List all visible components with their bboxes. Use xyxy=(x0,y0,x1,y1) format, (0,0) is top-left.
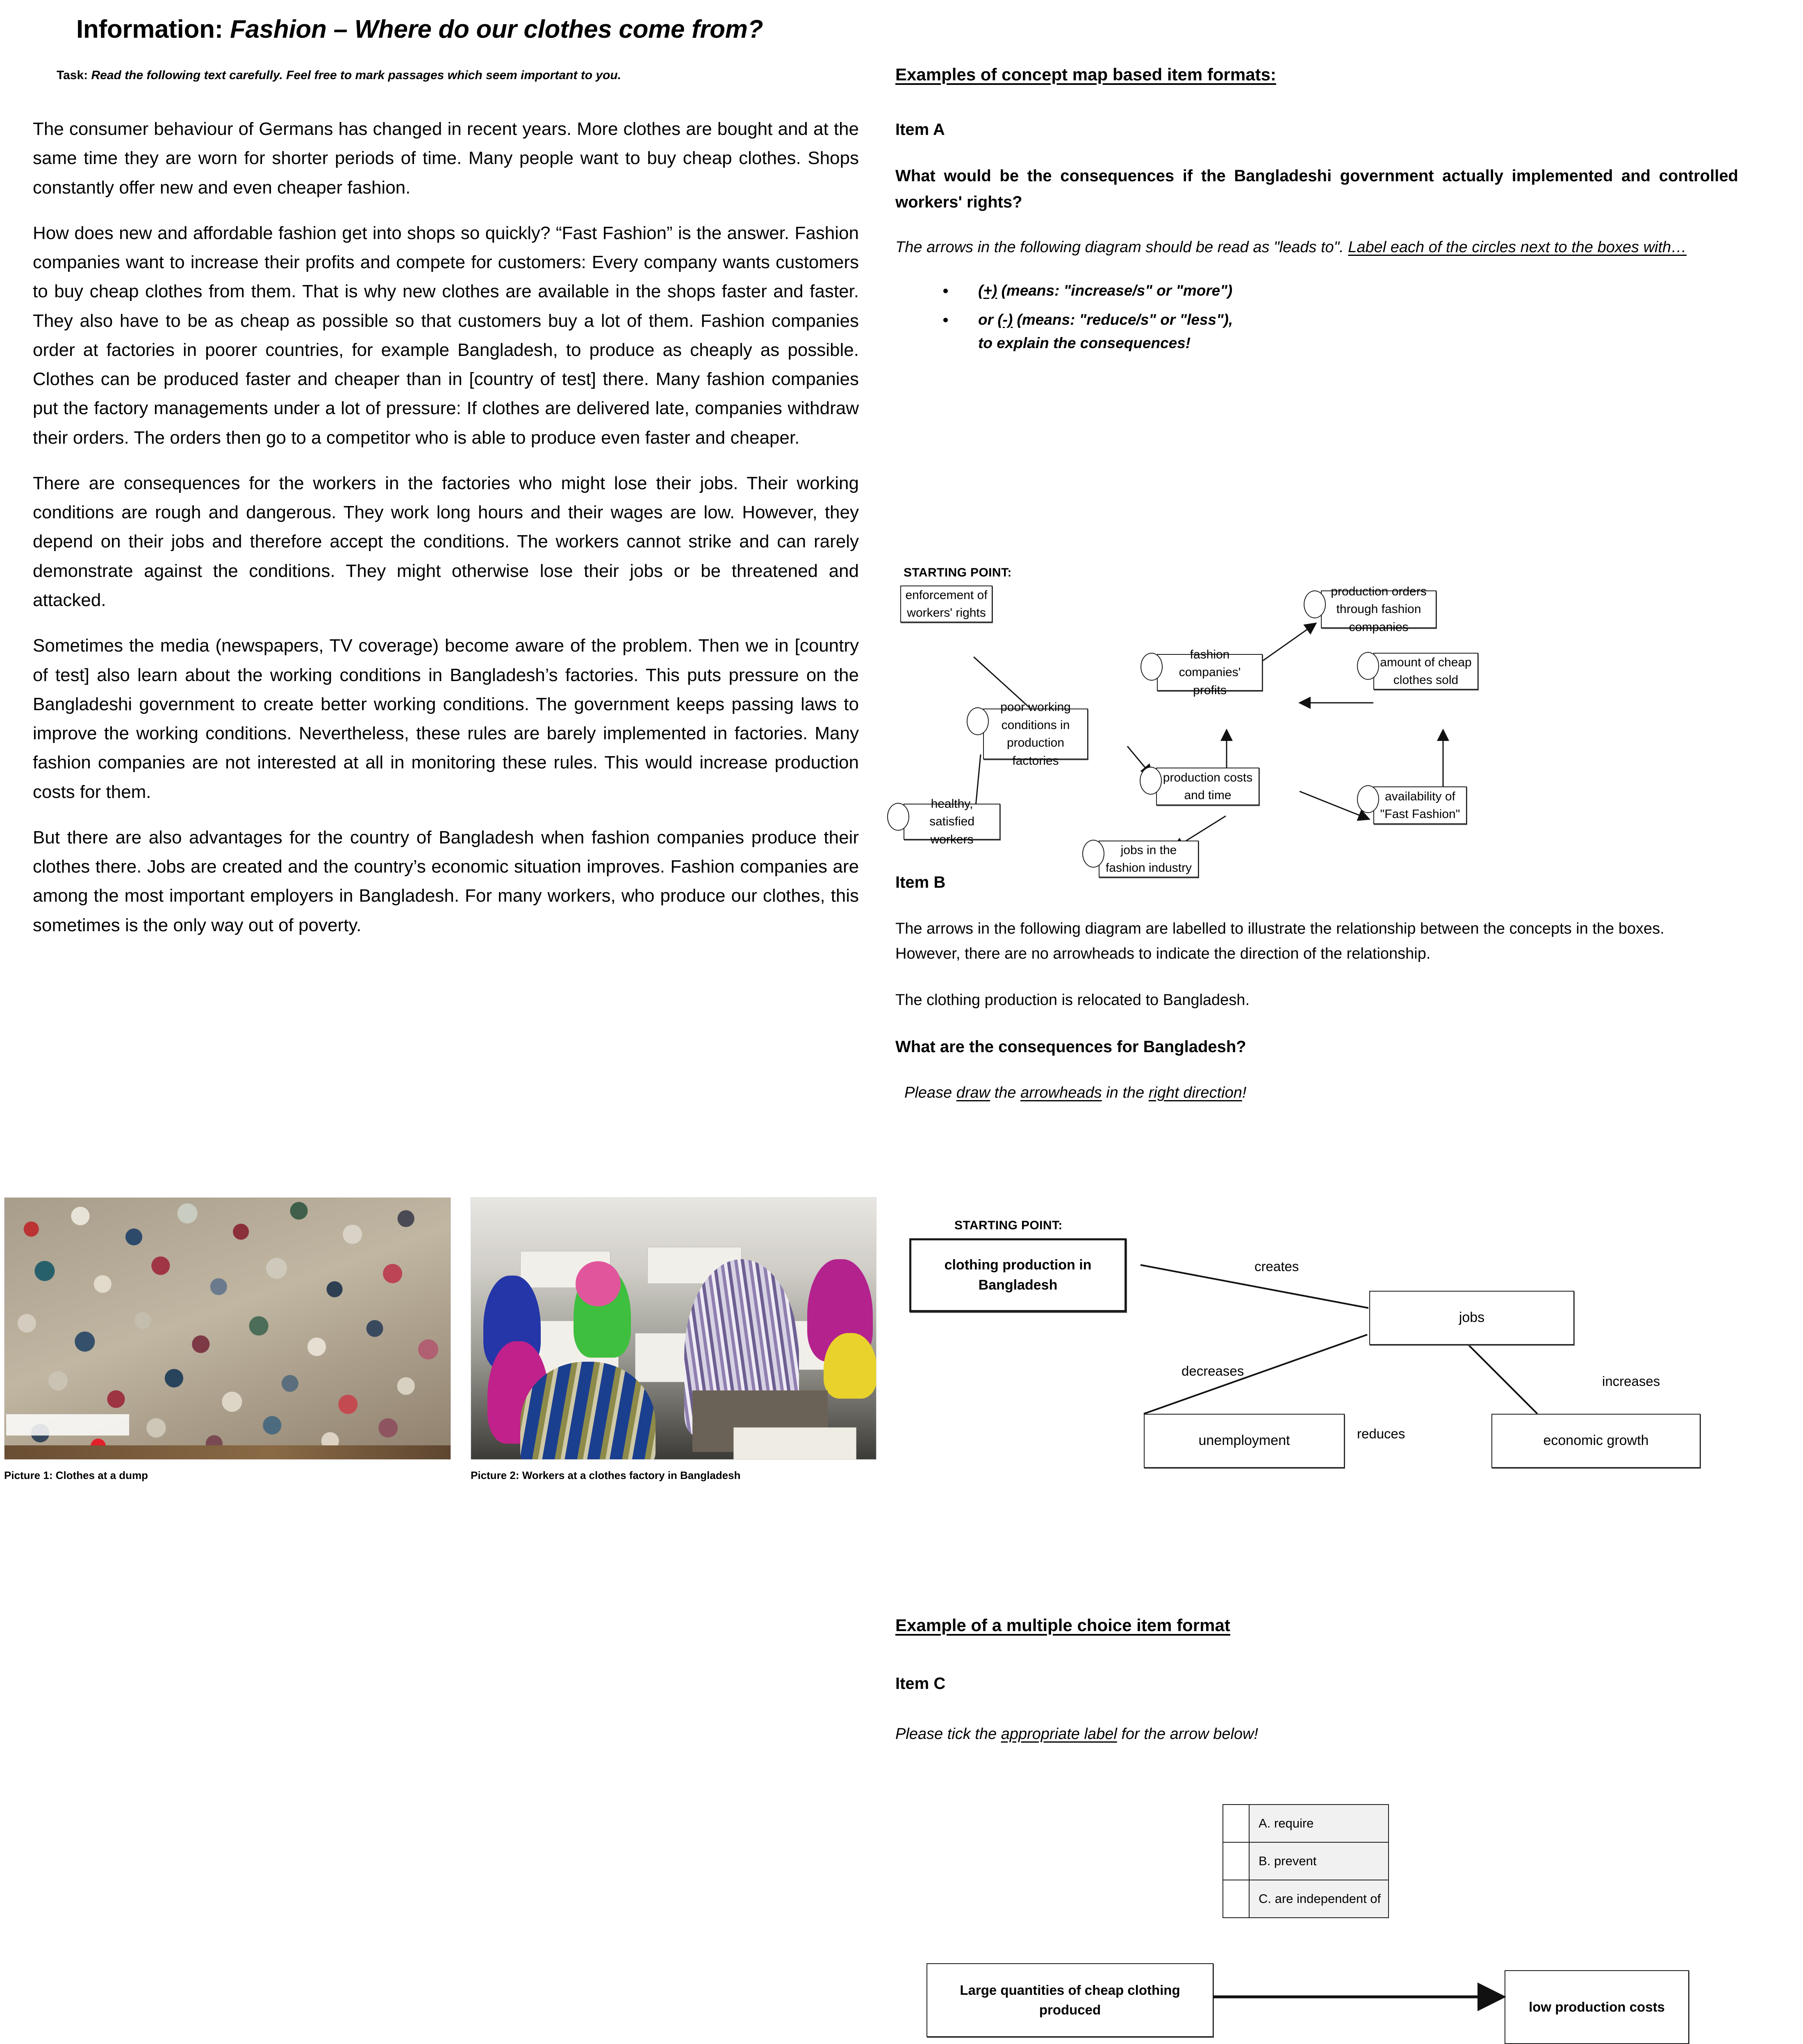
picture-2-block xyxy=(471,1197,876,1482)
item-b-text-1: The arrows in the following diagram are labelled to illustrate the relationship between the concepts in the boxes. However, there are no arrowheads to indicate the direction of the relationship. xyxy=(895,920,1664,962)
item-c-arrow xyxy=(890,1804,1775,2044)
legend-item-minus xyxy=(955,308,1775,355)
article-paragraph: The consumer behaviour of Germans has changed in recent years. More clothes are bought and at the same time they are worn for shorter periods of time. Many people want to buy cheap clothes. Shops constantly offer new and even cheaper fashion. xyxy=(33,119,859,198)
node-production-costs-and-time[interactable]: production costs and time xyxy=(1156,768,1259,805)
item-b-starting-point-label: STARTING POINT: xyxy=(954,1219,1063,1232)
picture-gallery xyxy=(4,1197,877,1482)
article-paragraph: But there are also advantages for the country of Bangladesh when fashion companies produce their clothes there. Jobs are created and the country’s economic situation improves. Fashion companies are among the most important employers in Bangladesh. For many workers, who produce our clothes, this sometimes is the only way out of poverty. xyxy=(33,827,859,935)
page-title-italic: Fashion – Where do our clothes come from? xyxy=(230,15,763,43)
item-b-instruction-mid1: the xyxy=(990,1084,1021,1102)
circle-amount-of-cheap-clothes-sold[interactable] xyxy=(1357,652,1379,680)
node-clothing-production-in-bangladesh[interactable]: clothing production in Bangladesh xyxy=(909,1238,1127,1312)
item-b-instruction-direction: right direction xyxy=(1148,1084,1242,1102)
page-title xyxy=(76,15,867,44)
left-column xyxy=(25,0,867,956)
item-c-section xyxy=(890,1616,1775,1747)
option-b-label[interactable]: B. prevent xyxy=(1249,1842,1389,1880)
item-a-legend-list xyxy=(931,279,1775,355)
node-fashion-companies-profits[interactable]: fashion companies' profits xyxy=(1157,654,1263,691)
edge-label-reduces: reduces xyxy=(1357,1426,1405,1441)
circle-production-costs-and-time[interactable] xyxy=(1140,767,1162,795)
node-unemployment[interactable]: unemployment xyxy=(1144,1414,1345,1468)
node-jobs-in-the-fashion-industry[interactable]: jobs in the fashion industry xyxy=(1099,841,1199,877)
item-b-question: What are the consequences for Bangladesh? xyxy=(895,1038,1246,1056)
item-b-instruction xyxy=(904,1080,1738,1105)
item-b-instruction-draw: draw xyxy=(956,1084,990,1102)
node-jobs[interactable]: jobs xyxy=(1369,1291,1574,1345)
edge-label-creates: creates xyxy=(1254,1259,1299,1274)
legend-symbol-plus: (+) xyxy=(978,282,997,299)
task-text: Read the following text carefully. Feel free to mark passages which seem important to you. xyxy=(91,68,621,82)
item-b-concept-map xyxy=(890,1189,1775,1449)
item-a-instruction-underlined: Label each of the circles next to the boxes with… xyxy=(1348,239,1687,256)
legend-text-explain: to explain the consequences! xyxy=(978,335,1191,352)
legend-prefix-or: or xyxy=(978,311,998,328)
section-heading-concept-map: Examples of concept map based item formats: xyxy=(895,65,1276,84)
node-production-orders-through-fashion-companies[interactable]: production orders through fashion companies xyxy=(1321,590,1436,628)
circle-poor-working-conditions[interactable] xyxy=(967,707,989,735)
item-c-label: Item C xyxy=(895,1675,946,1693)
item-a-question: What would be the consequences if the Bangladeshi government actually implemented and controlled workers' rights? xyxy=(895,167,1738,211)
option-c-label[interactable]: C. are independent of xyxy=(1249,1880,1389,1918)
edge-label-decreases: decreases xyxy=(1182,1363,1244,1379)
page-title-static: Information: xyxy=(76,15,230,43)
item-a-concept-map xyxy=(890,467,1775,875)
worker-figure xyxy=(824,1333,876,1399)
node-economic-growth[interactable]: economic growth xyxy=(1491,1414,1701,1468)
circle-production-orders[interactable] xyxy=(1304,590,1326,618)
item-c-instruction-post: for the arrow below! xyxy=(1117,1725,1259,1743)
item-a-instruction-part1: The arrows in the following diagram should be read as "leads to". xyxy=(895,239,1348,256)
item-b-label: Item B xyxy=(895,873,946,891)
edge-label-increases: increases xyxy=(1602,1374,1660,1389)
item-b-instruction-end: ! xyxy=(1242,1084,1247,1102)
node-availability-of-fast-fashion[interactable]: availability of "Fast Fashion" xyxy=(1373,786,1467,824)
picture-2-caption: Picture 2: Workers at a clothes factory in Bangladesh xyxy=(471,1469,741,1481)
node-enforcement-of-workers-rights[interactable]: enforcement of workers' rights xyxy=(900,586,993,622)
article-body xyxy=(33,114,859,940)
item-c-instruction xyxy=(895,1722,1738,1747)
article-paragraph: How does new and affordable fashion get into shops so quickly? “Fast Fashion” is the answer. Fashion companies want to increase their profits and compete for customers: Every company wants customers to buy cheap clothes from them. That is why new clothes are available in the shops faster and faster. They also have to be as cheap as possible so that customers buy a lot of them. Fashion companies order at factories in poorer countries, for example Bangladesh, to produce as cheaply as possible. Clothes can be produced faster and cheaper than in [country of test] there. Many fashion companies put the factory managements under a lot of pressure: If clothes are delivered late, companies withdraw their orders. The orders then go to a competitor who is able to produce even faster and cheaper. xyxy=(33,223,859,448)
circle-healthy-satisfied-workers[interactable] xyxy=(887,803,909,831)
item-c-instruction-pre: Please tick the xyxy=(895,1725,1001,1743)
item-b-instruction-arrowheads: arrowheads xyxy=(1020,1084,1102,1102)
circle-availability-of-fast-fashion[interactable] xyxy=(1357,785,1379,813)
node-low-production-costs[interactable]: low production costs xyxy=(1505,1970,1689,2044)
legend-text-minus: (means: "reduce/s" or "less"), xyxy=(1013,311,1233,328)
work-table xyxy=(733,1427,856,1460)
circle-jobs-in-the-fashion-industry[interactable] xyxy=(1082,840,1104,868)
section-heading-multiple-choice: Example of a multiple choice item format xyxy=(895,1616,1230,1635)
photo-clothes-dump xyxy=(4,1197,451,1460)
item-c-instruction-underlined: appropriate label xyxy=(1001,1725,1117,1743)
article-paragraph: There are consequences for the workers in the factories who might lose their jobs. Their working conditions are rough and dangerous. They work long hours and their wages are low. However, they depend on their jobs and therefore accept the conditions. The workers cannot strike and can rarely demonstrate against the conditions. They might otherwise lose their jobs or be threatened and attacked. xyxy=(33,473,859,610)
circle-fashion-companies-profits[interactable] xyxy=(1141,653,1163,681)
task-label: Task: xyxy=(57,68,91,82)
task-instruction xyxy=(57,68,867,82)
node-poor-working-conditions-in-production-factories[interactable]: poor working conditions in production factories xyxy=(983,709,1088,759)
item-b-section xyxy=(890,873,1775,1105)
item-b-instruction-pre: Please xyxy=(904,1084,956,1102)
dump-ground xyxy=(5,1445,451,1459)
item-a-starting-point-label: STARTING POINT: xyxy=(904,566,1012,579)
node-healthy-satisfied-workers[interactable]: healthy, satisfied workers xyxy=(904,804,1000,840)
item-c-diagram xyxy=(890,1804,1775,2044)
right-column xyxy=(890,0,1775,2017)
article-paragraph: Sometimes the media (newspapers, TV coverage) become aware of the problem. Then we in [country of test] also learn about the working conditions in Bangladesh’s factories. This puts pressure on the Bangladeshi government to create better working conditions. The government keeps passing laws to improve the working conditions. Nevertheless, these rules are barely implemented in factories. Many fashion companies are not interested at all in monitoring these rules. This would increase production costs for them. xyxy=(33,636,859,802)
node-amount-of-cheap-clothes-sold[interactable]: amount of cheap clothes sold xyxy=(1373,653,1478,690)
item-b-text-2: The clothing production is relocated to Bangladesh. xyxy=(895,991,1250,1009)
node-large-quantities-of-cheap-clothing-produced[interactable]: Large quantities of cheap clothing produced xyxy=(927,1963,1213,2037)
legend-item-plus xyxy=(955,279,1775,302)
legend-text-plus: (means: "increase/s" or "more") xyxy=(997,282,1233,299)
item-b-instruction-mid2: in the xyxy=(1102,1084,1149,1102)
picture-1-caption: Picture 1: Clothes at a dump xyxy=(4,1469,148,1481)
option-a-label[interactable]: A. require xyxy=(1249,1805,1389,1842)
item-a-label: Item A xyxy=(895,121,945,139)
item-a-edges xyxy=(890,467,1775,849)
picture-1-block xyxy=(4,1197,451,1482)
photo-garment-factory-workers xyxy=(471,1197,876,1460)
item-a-instruction xyxy=(895,235,1738,260)
worker-headscarf xyxy=(576,1261,621,1306)
legend-symbol-minus: (-) xyxy=(997,311,1013,328)
